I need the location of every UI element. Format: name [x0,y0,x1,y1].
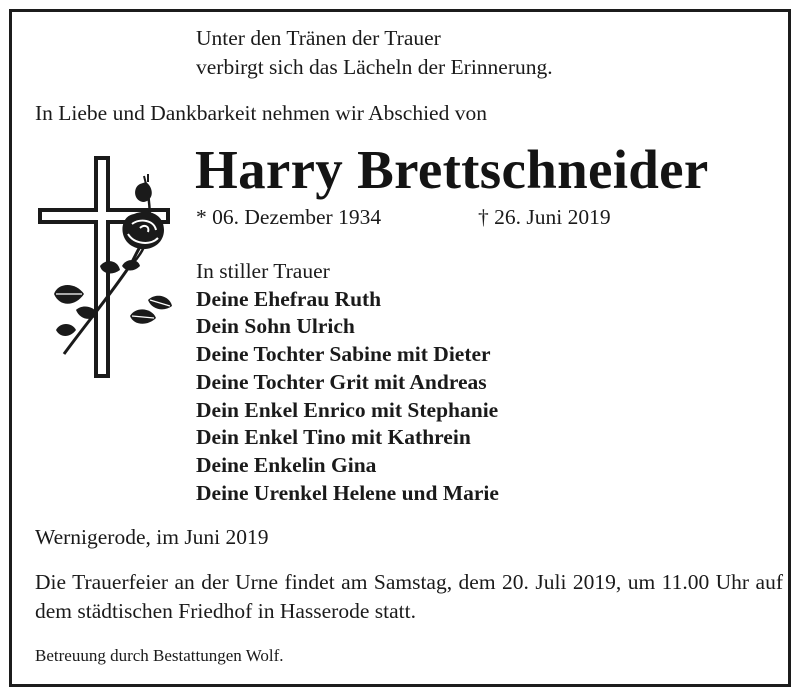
birth-date: * 06. Dezember 1934 [196,205,382,229]
motto [196,24,553,82]
mourner-entry: Deine Enkelin Gina [196,452,377,477]
ceremony-info: Die Trauerfeier an der Urne findet am Samstag, dem 20. Juli 2019, um 11.00 Uhr auf dem städtischen Friedhof in Hasserode statt. [35,570,783,623]
death-date: † 26. Juni 2019 [478,205,611,229]
mourner-entry: Dein Enkel Enrico mit Stephanie [196,397,499,422]
motto-line-1: Unter den Tränen der Trauer [196,26,441,50]
obituary-notice [9,9,791,687]
mourning-lead: In stiller Trauer [196,259,330,283]
motto-line-2: verbirgt sich das Lächeln der Erinnerung. [196,55,553,79]
mourners-list [196,258,499,507]
funeral-home-credit: Betreuung durch Bestattungen Wolf. [35,646,284,665]
deceased-name: Harry Brettschneider [195,139,709,200]
mourner-entry: Dein Sohn Ulrich [196,314,355,339]
mourner-entry: Deine Tochter Sabine mit Dieter [196,342,491,367]
mourner-entry: Deine Ehefrau Ruth [196,286,382,311]
farewell-intro: In Liebe und Dankbarkeit nehmen wir Abschied von [35,101,487,125]
place-and-date: Wernigerode, im Juni 2019 [35,525,269,549]
mourner-entry: Deine Urenkel Helene und Marie [196,480,499,505]
mourner-entry: Dein Enkel Tino mit Kathrein [196,425,471,450]
mourner-entry: Deine Tochter Grit mit Andreas [196,369,487,394]
cross-with-rose-icon [36,154,186,384]
